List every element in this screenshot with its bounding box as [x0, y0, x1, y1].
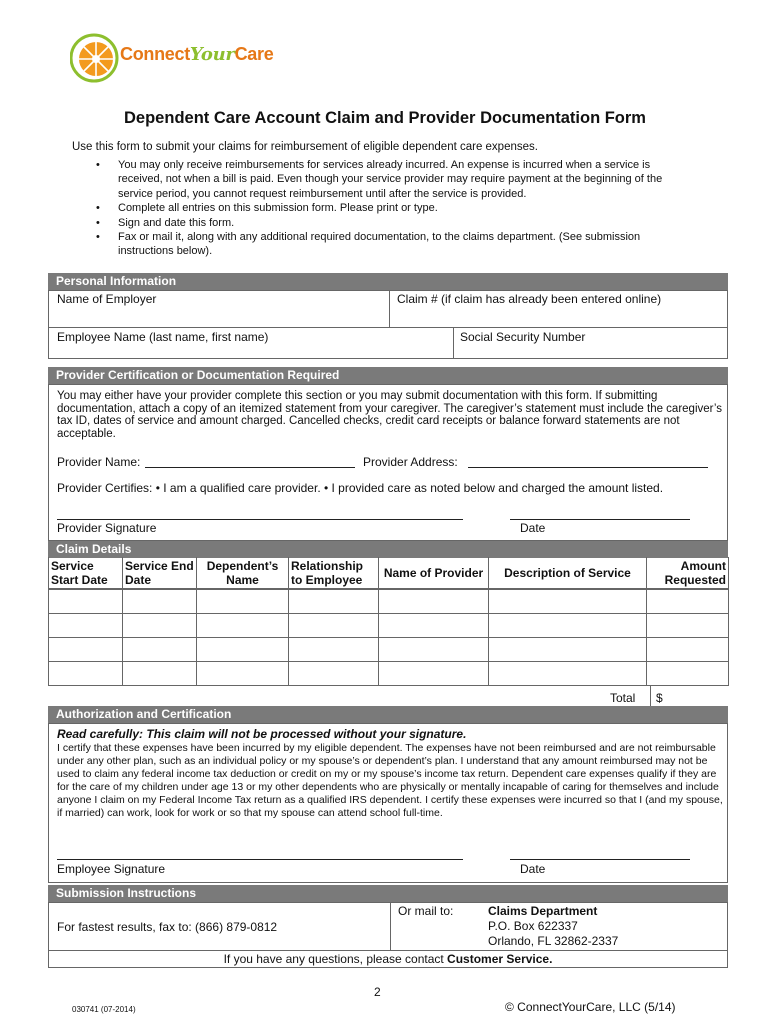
claims-table [48, 557, 729, 686]
table-row [49, 637, 729, 661]
provider-header: Provider Certification or Documentation Required [48, 367, 728, 384]
provider-signature-label: Provider Signature [57, 521, 157, 535]
employee-signature-line[interactable] [57, 859, 463, 860]
provider-signature-line[interactable] [57, 519, 463, 520]
claim-number-field[interactable]: Claim # (if claim has already been entered online) [397, 292, 662, 306]
provider-instructions: You may either have your provider complete this section or you may submit documentation with this form. If submitting documentation, attach a copy of an itemized statement from your caregiver. The caregiver’s statement must include the caregiver’s tax ID, dates of service and amount charged. Cancelled checks, credit card receipts or balance forward statements are not acceptable. [57, 390, 722, 440]
total-label: Total [610, 691, 636, 705]
fax-instructions: For fastest results, fax to: (866) 879-0812 [57, 920, 278, 934]
employer-field[interactable]: Name of Employer [57, 292, 157, 306]
certification-text: I certify that these expenses have been incurred by my eligible dependent. The expenses have not been reimbursed and are not reimbursable under any other plan, such as an individual policy or my spouse’s or dependent’s plan. I understand that any amount reimbursed may not be used to claim any federal income tax deduction or credit on my or my spouse’s income tax return. Dependent care expenses qualify if they are for the care of my children under age 13 or my other dependents who are physically or mentally incapable of caring for themselves and include anyone I claim on my Federal Income Tax return as a qualified IRS dependent. I certify these expenses were incurred so that I (and my spouse, if married) can work, look for work or so that my spouse can attend school full-time. [57, 742, 723, 819]
provider-address-label: Provider Address: [363, 455, 458, 469]
provider-name-label: Provider Name: [57, 455, 141, 469]
employee-name-field[interactable]: Employee Name (last name, first name) [57, 330, 269, 344]
instruction-list [96, 158, 696, 259]
provider-date-line[interactable] [510, 519, 690, 520]
col-relationship: Relationship to Employee [289, 557, 379, 589]
mail-label: Or mail to: [398, 904, 454, 918]
page-title: Dependent Care Account Claim and Provider Documentation Form [124, 109, 646, 127]
intro-text: Use this form to submit your claims for reimbursement of eligible dependent care expenses. [72, 141, 538, 153]
table-row [49, 661, 729, 685]
claim-details-header: Claim Details [48, 541, 728, 558]
list-item: • Complete all entries on this submission form. Please print or type. [96, 201, 696, 215]
total-amount-field[interactable]: $ [656, 691, 663, 705]
employee-date-label: Date [520, 862, 546, 876]
signature-warning: Read carefully: This claim will not be processed without your signature. [57, 727, 467, 741]
employee-date-line[interactable] [510, 859, 690, 860]
employee-signature-label: Employee Signature [57, 862, 166, 876]
provider-date-label: Date [520, 521, 546, 535]
form-code: 030741 (07-2014) [72, 1005, 136, 1014]
logo-wordmark: ConnectYourCare [120, 44, 274, 65]
col-amount: Amount Requested [647, 557, 729, 589]
customer-service-link[interactable]: Customer Service. [447, 952, 553, 966]
contact-line: If you have any questions, please contact Customer Service. [223, 952, 553, 966]
list-item: • Sign and date this form. [96, 216, 696, 230]
list-item: • You may only receive reimbursements for services already incurred. An expense is incurred when a service is received, not when a bill is paid. Even though your service provider may require payment at the beginning of the service period, you cannot request reimbursement until after the service is provided. [96, 158, 696, 201]
provider-name-input[interactable] [145, 467, 355, 468]
col-provider-name: Name of Provider [379, 557, 489, 589]
col-dependent-name: Dependent’s Name [197, 557, 289, 589]
authorization-header: Authorization and Certification [48, 706, 728, 723]
col-end-date: Service End Date [123, 557, 197, 589]
col-start-date: Service Start Date [49, 557, 123, 589]
table-row [49, 589, 729, 613]
col-description: Description of Service [489, 557, 647, 589]
submission-header: Submission Instructions [48, 885, 728, 902]
mail-address: Claims Department P.O. Box 622337 Orlando, FL 32862-2337 [488, 904, 619, 948]
copyright: © ConnectYourCare, LLC (5/14) [505, 1000, 676, 1014]
personal-info-header: Personal Information [48, 273, 728, 290]
provider-address-input[interactable] [468, 467, 708, 468]
page-number: 2 [374, 985, 381, 999]
list-item: • Fax or mail it, along with any additional required documentation, to the claims department. (See submission instructions below). [96, 230, 696, 259]
ssn-field[interactable]: Social Security Number [460, 330, 586, 344]
table-row [49, 613, 729, 637]
provider-certifies: Provider Certifies: • I am a qualified care provider. • I provided care as noted below and charged the amount listed. [57, 481, 664, 495]
